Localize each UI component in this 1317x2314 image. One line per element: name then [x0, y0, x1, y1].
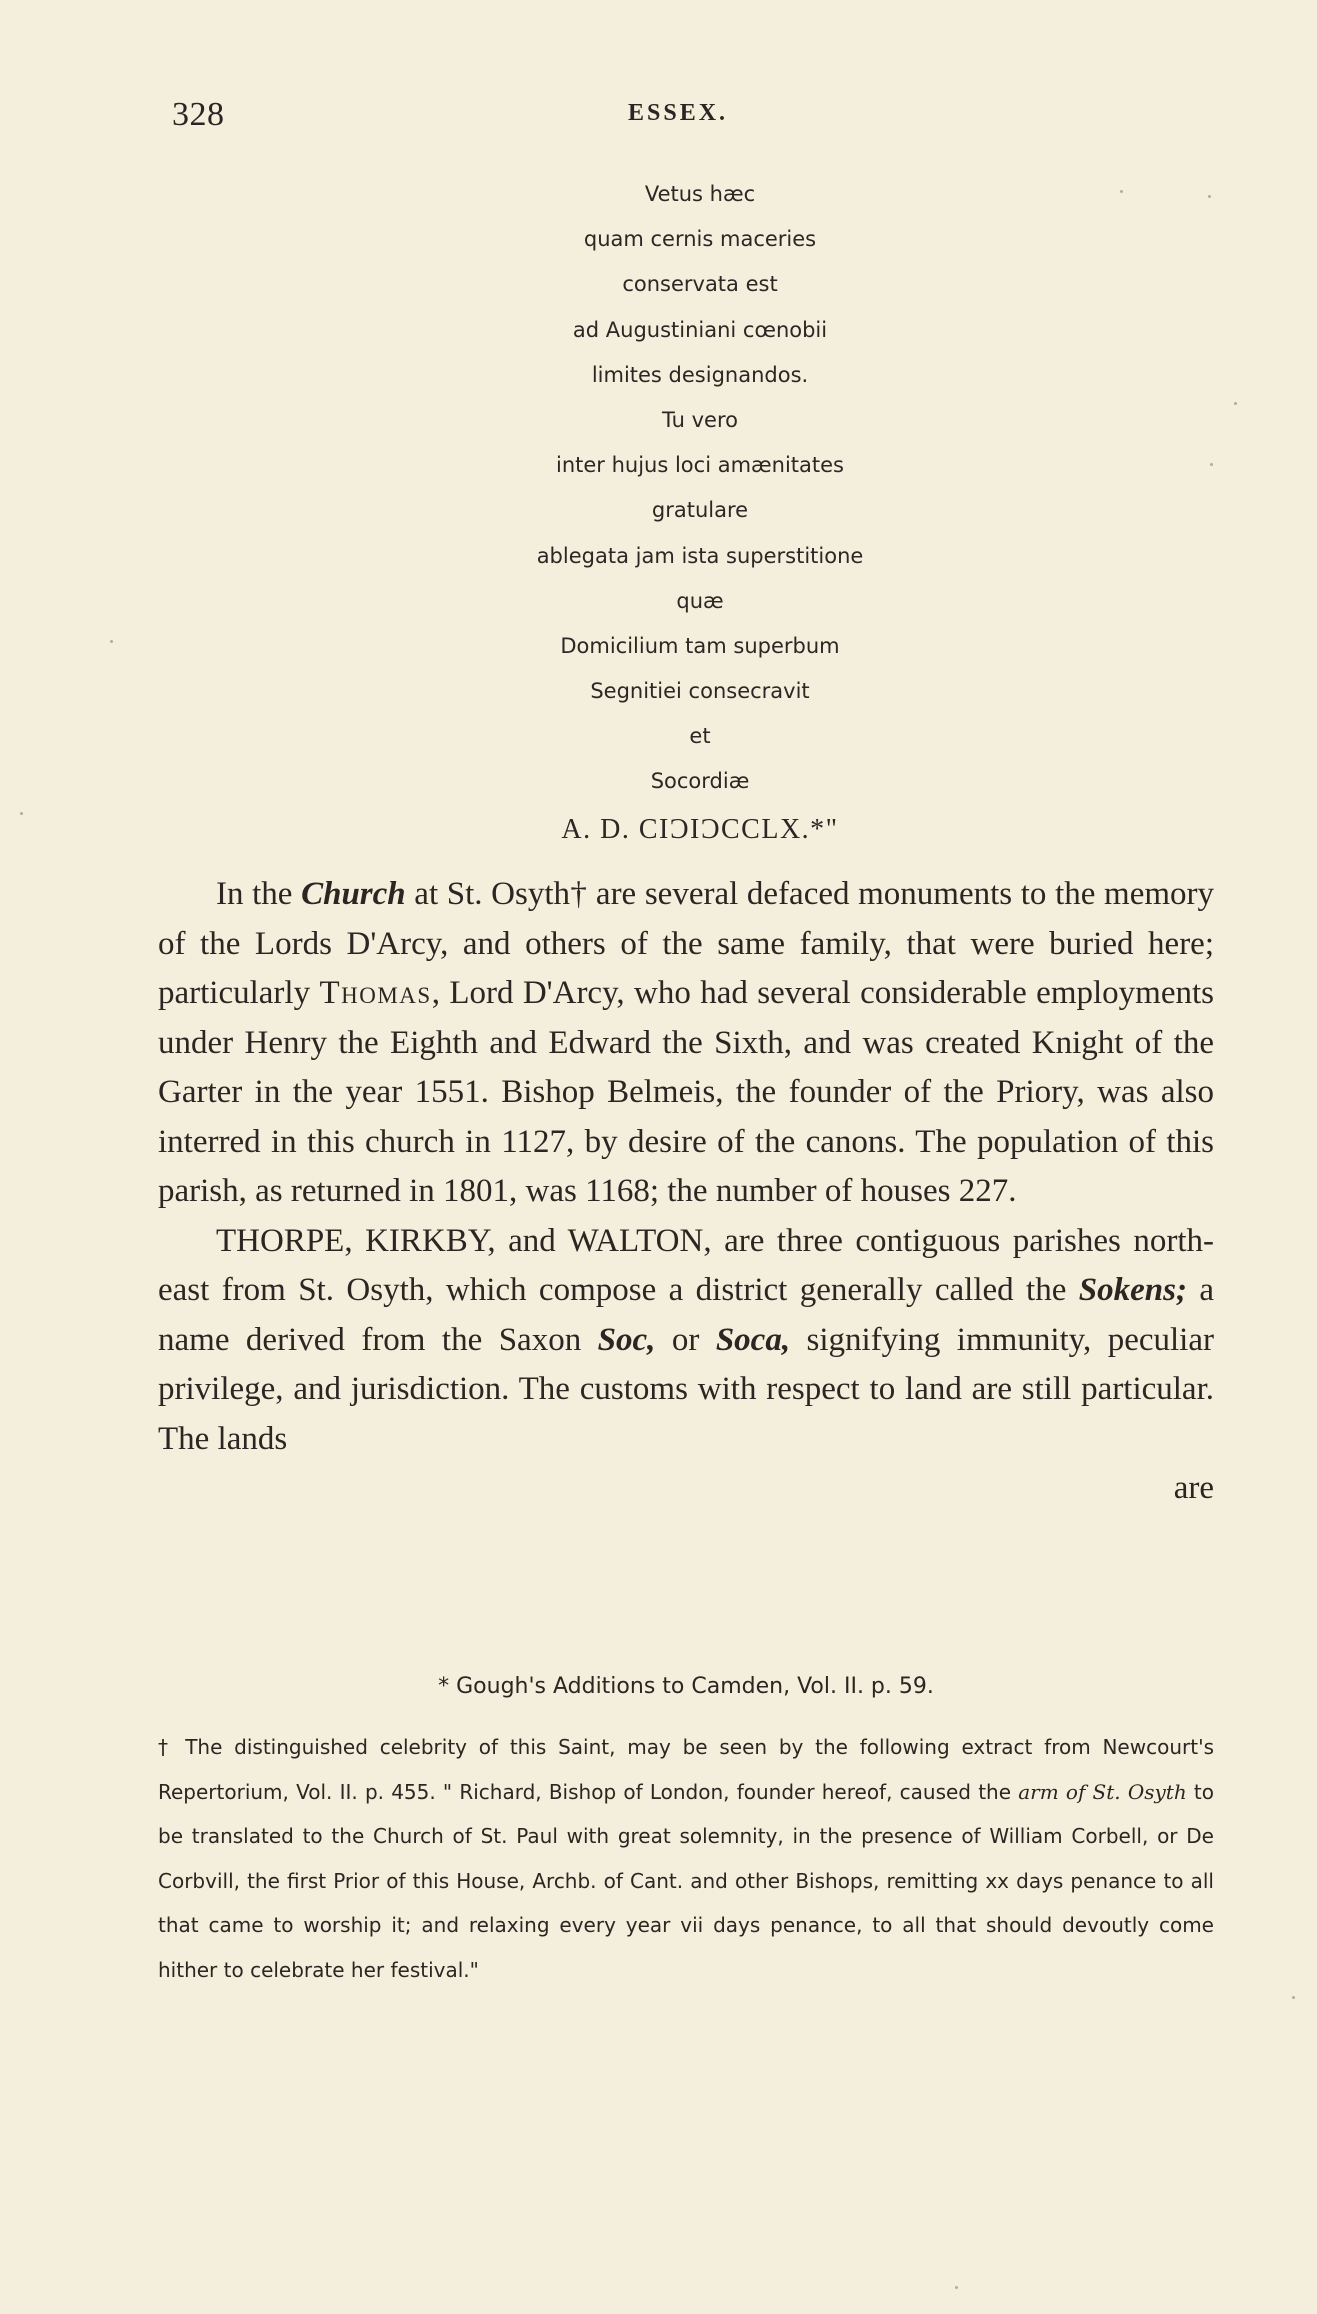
text-run: , Lord D'Arcy, who had several considerable employments under Henry the Eighth and Edward the Sixth, and was created Knight of the Garter in the year 1551. Bishop Belmeis, the founder of the Priory, was also interred in this church in 1127, by desire of the canons. The population of this parish, as returned in 1801, was 1168; the number of houses 227. [158, 975, 1214, 1209]
inscription-line: limites designandos. [591, 362, 809, 387]
inscription-line: Domicilium tam superbum [560, 633, 840, 658]
inscription-line: Vetus hæc [644, 182, 756, 206]
italic-sokens: Sokens; [1078, 1272, 1187, 1308]
latin-inscription [360, 172, 1040, 850]
body-text [158, 870, 1214, 1514]
running-title: ESSEX. [628, 100, 729, 126]
italic-arm-of-st-osyth: arm of St. Osyth [1018, 1779, 1187, 1804]
paper-speck [955, 2286, 958, 2289]
inscription-date: A. D. CIƆIƆCCLX.*" [561, 813, 839, 845]
inscription-line: ablegata jam ista superstitione [536, 543, 864, 568]
inscription-line: ad Augustiniani cœnobii [572, 317, 828, 342]
text-run: † The distinguished celebrity of this Saint, may be seen by the following extract from Newcourt's Repertorium, Vol. II. p. 455. " Richard, Bishop of London, founder hereof, caused the [158, 1735, 1214, 1804]
paragraph-church [158, 870, 1214, 1217]
text-run: In the [216, 876, 302, 912]
inscription-line: Segnitiei consecravit [590, 679, 810, 704]
inscription-line: et [689, 724, 711, 749]
paper-speck [110, 640, 113, 643]
inscription-line: Tu vero [662, 407, 738, 432]
inscription-line: inter hujus loci amænitates [555, 453, 844, 478]
catchword: are [1173, 1470, 1214, 1506]
footnotes [158, 1674, 1214, 1992]
text-run: at St. Osyth† are several defaced monuments to the memory of the Lords D'Arcy, and others of the same family, that were buried here; particularly [158, 876, 1214, 1011]
paper-speck [1120, 190, 1123, 193]
text-run: a name derived from the Saxon [158, 1272, 1214, 1358]
running-head [172, 96, 1212, 136]
paper-speck [1210, 463, 1213, 466]
italic-church: Church [301, 876, 406, 912]
page-number: 328 [172, 96, 225, 133]
inscription-line: conservata est [622, 272, 778, 297]
italic-soca: Soca, [715, 1321, 791, 1358]
paragraph-sokens [158, 1217, 1214, 1465]
paper-speck [1234, 402, 1237, 405]
footnote-saint [158, 1725, 1214, 1992]
italic-soc: Soc, [597, 1321, 656, 1358]
footnote-gough: * Gough's Additions to Camden, Vol. II. p. 59. [438, 1674, 934, 1699]
inscription-line: gratulare [651, 498, 749, 523]
text-run: to be translated to the Church of St. Paul with great solemnity, in the presence of William Corbell, or De Corbvill, the first Prior of this House, Archb. of Cant. and other Bishops, remitting xx days penance to all that came to worship it; and relaxing every year vii days penance, to all that should devoutly come hither to celebrate her festival." [158, 1779, 1215, 1982]
inscription-line: quam cernis maceries [583, 227, 817, 252]
paper-speck [20, 812, 23, 815]
text-run: signifying immunity, peculiar privilege, and jurisdiction. The customs with respect to land are still particular. The lands [158, 1321, 1214, 1457]
inscription-line: quæ [676, 588, 724, 613]
paper-speck [1292, 1996, 1295, 1999]
text-run: or [655, 1321, 716, 1358]
text-run: THORPE, KIRKBY, and WALTON, are three contiguous parishes north-east from St. Osyth, which compose a district generally called the [158, 1222, 1214, 1308]
inscription-line: Socordiæ [650, 769, 750, 794]
paper-speck [1208, 195, 1211, 198]
small-caps-thomas: Thomas [319, 975, 432, 1011]
